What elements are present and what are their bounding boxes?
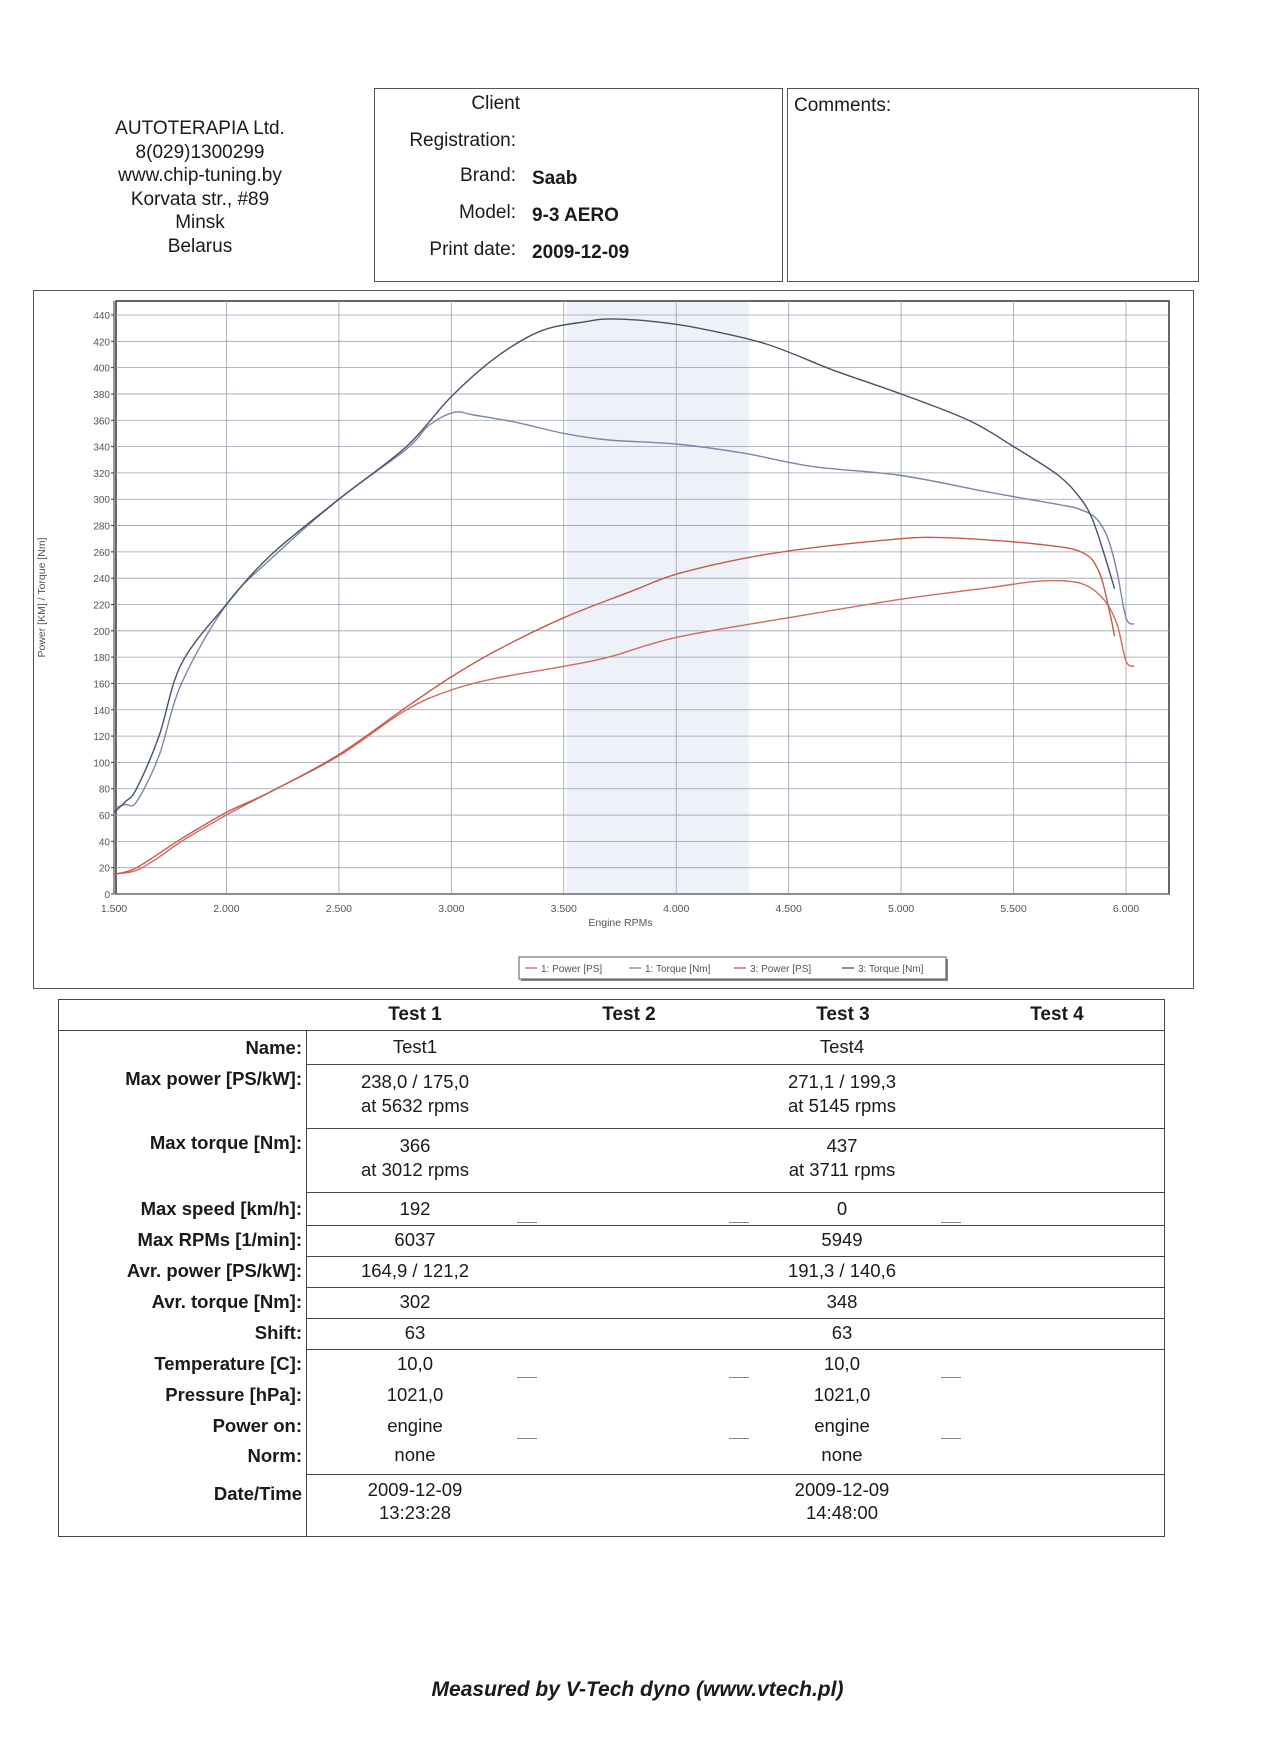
model-label: Model:	[458, 202, 516, 223]
x-tick-label: 4.500	[775, 903, 802, 915]
plot-shaded-band	[567, 302, 749, 893]
y-tick-label: 180	[93, 653, 110, 665]
y-tick-label: 100	[93, 758, 110, 770]
empty-cell-dash	[941, 1377, 961, 1378]
company-country: Belarus	[167, 235, 233, 257]
test3-max-power: 271,1 / 199,3	[787, 1071, 896, 1092]
y-tick-label: 400	[93, 363, 110, 375]
empty-cell-dash	[941, 1438, 961, 1439]
y-tick-label: 380	[93, 389, 110, 401]
test1-time: 13:23:28	[378, 1502, 451, 1523]
test1-max-torque: 366	[399, 1135, 431, 1156]
comments-box	[787, 88, 1199, 282]
registration-label: Registration:	[409, 130, 516, 151]
empty-cell-dash	[729, 1222, 749, 1223]
table-divider	[306, 1349, 1164, 1350]
dyno-chart	[34, 291, 1193, 988]
test1-avr-torque: 302	[399, 1291, 431, 1312]
test1-date: 2009-12-09	[367, 1479, 463, 1500]
test1-max-speed: 192	[399, 1198, 431, 1219]
x-tick-label: 5.500	[1000, 903, 1027, 915]
x-tick-label: 2.000	[213, 903, 240, 915]
legend-label: 1: Power [PS]	[541, 964, 603, 975]
row-label-shift: Shift:	[254, 1322, 302, 1343]
x-axis-label: Engine RPMs	[588, 917, 653, 929]
table-divider	[306, 1318, 1164, 1319]
company-info	[60, 117, 340, 258]
y-tick-label: 240	[93, 574, 110, 586]
test3-shift: 63	[831, 1322, 853, 1343]
x-tick-label: 2.500	[325, 903, 353, 915]
brand-value: Saab	[532, 168, 578, 189]
test1-max-rpms: 6037	[394, 1229, 436, 1250]
table-divider	[306, 1256, 1164, 1257]
test3-time: 14:48:00	[805, 1502, 878, 1523]
x-tick-label: 6.000	[1112, 903, 1140, 915]
test1-name: Test1	[392, 1036, 438, 1057]
empty-cell-dash	[517, 1438, 537, 1439]
y-tick-label: 200	[93, 626, 110, 638]
empty-cell-dash	[517, 1377, 537, 1378]
x-tick-label: 5.000	[887, 903, 915, 915]
dyno-chart-frame	[33, 290, 1194, 989]
legend-label: 1: Torque [Nm]	[645, 964, 711, 975]
test1-shift: 63	[404, 1322, 426, 1343]
test3-max-torque: 437	[826, 1135, 858, 1156]
test1-temperature: 10,0	[396, 1353, 433, 1374]
test3-norm: none	[821, 1444, 863, 1465]
column-header-test-2: Test 2	[602, 1004, 656, 1025]
row-label-norm: Norm:	[247, 1445, 302, 1466]
row-label-avr-torque: Avr. torque [Nm]:	[151, 1291, 302, 1312]
column-header-test-4: Test 4	[1030, 1004, 1084, 1025]
y-tick-label: 420	[93, 337, 110, 349]
table-divider	[306, 1474, 1164, 1475]
x-tick-label: 3.500	[550, 903, 577, 915]
y-tick-label: 340	[93, 442, 110, 454]
column-header-test-3: Test 3	[816, 1004, 870, 1025]
y-tick-label: 160	[93, 679, 110, 691]
empty-cell-dash	[729, 1438, 749, 1439]
y-tick-label: 80	[98, 784, 110, 796]
y-tick-label: 360	[93, 416, 110, 428]
legend-label: 3: Power [PS]	[750, 964, 812, 975]
table-divider	[306, 1192, 1164, 1193]
row-label-max-power: Max power [PS/kW]:	[125, 1068, 302, 1089]
footer-credit: Measured by V-Tech dyno (www.vtech.pl)	[431, 1678, 844, 1701]
test3-avr-power: 191,3 / 140,6	[787, 1260, 896, 1281]
y-tick-label: 300	[93, 495, 110, 507]
model-row	[375, 202, 782, 232]
test1-norm: none	[394, 1444, 436, 1465]
row-label-max-torque: Max torque [Nm]:	[149, 1132, 302, 1153]
company-street: Korvata str., #89	[130, 188, 270, 210]
test3-name: Test4	[819, 1036, 865, 1057]
table-divider	[306, 1287, 1164, 1288]
test3-avr-torque: 348	[826, 1291, 858, 1312]
x-tick-label: 4.000	[663, 903, 690, 915]
test1-max-power-rpm: at 5632 rpms	[361, 1095, 469, 1116]
y-tick-label: 260	[93, 547, 110, 559]
client-row	[375, 93, 782, 123]
company-website: www.chip-tuning.by	[118, 165, 282, 186]
y-tick-label: 440	[93, 311, 110, 322]
test1-max-power: 238,0 / 175,0	[360, 1071, 469, 1092]
legend-label: 3: Torque [Nm]	[858, 964, 924, 975]
empty-cell-dash	[941, 1222, 961, 1223]
test3-max-torque-rpm: at 3711 rpms	[788, 1159, 896, 1180]
row-label-max-speed: Max speed [km/h]:	[140, 1198, 302, 1219]
y-tick-label: 140	[93, 705, 110, 717]
test1-power-on: engine	[387, 1415, 443, 1436]
y-tick-label: 20	[98, 863, 110, 875]
y-tick-label: 220	[93, 600, 110, 612]
y-tick-label: 60	[98, 811, 110, 823]
row-label-temperature: Temperature [C]:	[154, 1353, 302, 1374]
table-divider	[306, 1064, 1164, 1065]
test3-power-on: engine	[814, 1415, 870, 1436]
test3-max-rpms: 5949	[821, 1229, 863, 1250]
company-name: AUTOTERAPIA Ltd.	[115, 118, 285, 139]
test3-max-speed: 0	[836, 1198, 848, 1219]
brand-row	[375, 165, 782, 195]
column-header-test-1: Test 1	[388, 1004, 442, 1025]
x-tick-label: 3.000	[438, 903, 465, 915]
row-label-max-rpms: Max RPMs [1/min]:	[137, 1229, 302, 1250]
y-axis-label: Power [KM] / Torque [Nm]	[36, 537, 48, 658]
row-labels	[59, 1000, 302, 1536]
table-divider	[306, 1128, 1164, 1129]
empty-cell-dash	[517, 1222, 537, 1223]
y-tick-label: 120	[93, 732, 110, 744]
print-date-value: 2009-12-09	[532, 242, 630, 263]
row-label-datetime: Date/Time	[213, 1483, 302, 1504]
results-table	[58, 999, 1165, 1537]
table-divider	[306, 1225, 1164, 1226]
print-date-row	[375, 239, 782, 269]
test3-temperature: 10,0	[823, 1353, 860, 1374]
row-label-power-on: Power on:	[212, 1415, 302, 1436]
model-value: 9-3 AERO	[532, 205, 619, 226]
x-tick-label: 1.500	[100, 903, 128, 915]
row-label-pressure: Pressure [hPa]:	[165, 1384, 302, 1405]
y-tick-label: 280	[93, 521, 110, 533]
company-phone: 8(029)1300299	[135, 141, 265, 163]
brand-label: Brand:	[460, 165, 516, 186]
test1-avr-power: 164,9 / 121,2	[360, 1260, 469, 1281]
y-tick-label: 40	[98, 837, 110, 849]
test3-date: 2009-12-09	[794, 1479, 890, 1500]
test3-max-power-rpm: at 5145 rpms	[788, 1095, 896, 1116]
test1-pressure: 1021,0	[386, 1384, 444, 1405]
y-tick-label: 320	[93, 468, 110, 480]
client-label: Client	[471, 93, 520, 114]
comments-label: Comments:	[794, 95, 892, 116]
print-date-label: Print date:	[429, 239, 516, 260]
test1-max-torque-rpm: at 3012 rpms	[361, 1159, 469, 1180]
company-city: Minsk	[175, 212, 225, 233]
registration-row	[375, 130, 782, 160]
y-tick-label: 0	[104, 890, 110, 901]
row-label-avr-power: Avr. power [PS/kW]:	[126, 1260, 302, 1281]
test3-pressure: 1021,0	[813, 1384, 871, 1405]
row-label-name: Name:	[245, 1037, 302, 1058]
client-info-box	[374, 88, 783, 282]
empty-cell-dash	[729, 1377, 749, 1378]
